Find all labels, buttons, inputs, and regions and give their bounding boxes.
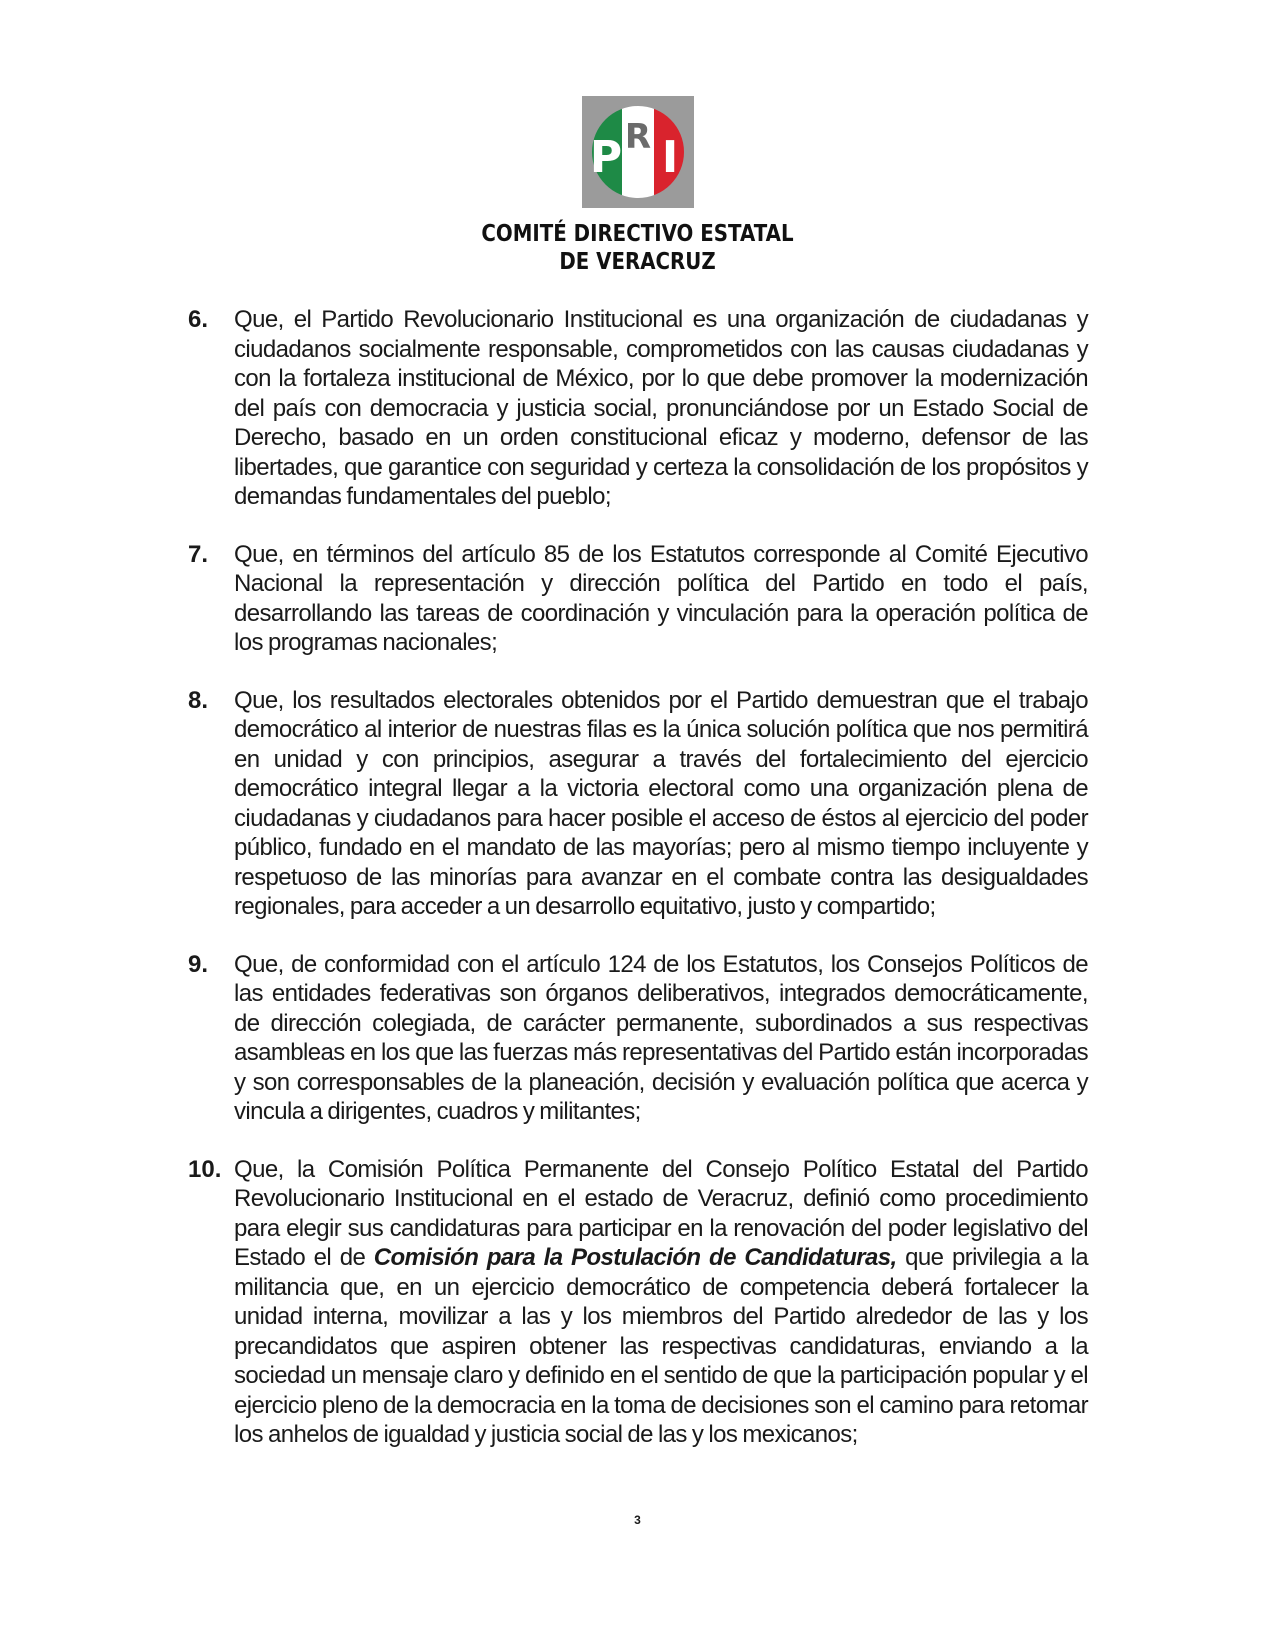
list-item bbox=[188, 1155, 1088, 1450]
item-number: 10. bbox=[188, 1155, 222, 1183]
org-name-line-1: COMITÉ DIRECTIVO ESTATAL bbox=[481, 221, 794, 247]
item-number: 9. bbox=[188, 950, 209, 978]
logo-letter-p: P bbox=[589, 132, 622, 183]
item-number: 6. bbox=[188, 306, 209, 333]
page-number: 3 bbox=[634, 1513, 641, 1527]
organization-name bbox=[89, 220, 1186, 276]
item-text-after: que privilegia a la militancia que, en un ejercicio democrático de competencia deberá fortalecer la unidad interna, movilizar a las y los miembros del Partido alrededor de las y los precandidatos que aspiren obtener las respectivas candidaturas, enviando a la sociedad un mensaje claro y definido en el sentido de que la participación popular y el ejercicio pleno de la democracia en la toma de decisiones son el camino para retomar los anhelos de igualdad y justicia social de las y los mexicanos; bbox=[234, 1244, 1088, 1448]
list-item bbox=[188, 686, 1088, 922]
item-text-before: Que, la Comisión Política Permanente del Consejo Político Estatal del Partido Revolucionario Institucional en el estado de Veracruz, definió como procedimiento para elegir sus candidaturas para participar en la renovación del poder legislativo del Estado el de bbox=[234, 1155, 1088, 1271]
item-text: Que, el Partido Revolucionario Institucional es una organización de ciudadanas y ciudadanos socialmente responsable, comprometidos con las causas ciudadanas y con la fortaleza institucional de México, por lo que debe promover la modernización del país con democracia y justicia social, pronunciándose por un Estado Social de Derecho, basado en un orden constitucional eficaz y moderno, defensor de las libertades, que garantice con seguridad y certeza la consolidación de los propósitos y demandas fundamentales del pueblo; bbox=[234, 306, 1088, 510]
item-number: 7. bbox=[188, 540, 209, 568]
logo-letter-r: R bbox=[624, 117, 651, 157]
document-body bbox=[188, 305, 1088, 1478]
item-number: 8. bbox=[188, 686, 209, 714]
list-item bbox=[188, 540, 1088, 658]
item-text-emphasis: Comisión para la Postulación de Candidaturas, bbox=[373, 1244, 897, 1271]
item-text bbox=[234, 1155, 1088, 1450]
logo-letter-i: I bbox=[661, 132, 678, 183]
org-name-line-2: DE VERACRUZ bbox=[559, 249, 716, 275]
item-text: Que, de conformidad con el artículo 124 de los Estatutos, los Consejos Políticos de las entidades federativas son órganos deliberativos, integrados democráticamente, de dirección colegiada, de carácter permanente, subordinados a sus respectivas asambleas en los que las fuerzas más representativas del Partido están incorporadas y son corresponsables de la planeación, decisión y evaluación política que acerca y vincula a dirigentes, cuadros y militantes; bbox=[234, 950, 1088, 1125]
list-item bbox=[188, 950, 1088, 1127]
pri-logo bbox=[582, 96, 694, 208]
item-text: Que, los resultados electorales obtenidos por el Partido demuestran que el trabajo democrático al interior de nuestras filas es la única solución política que nos permitirá en unidad y con principios, asegurar a través del fortalecimiento del ejercicio democrático integral llegar a la victoria electoral como una organización plena de ciudadanas y ciudadanos para hacer posible el acceso de éstos al ejercicio del poder público, fundado en el mandato de las mayorías; pero al mismo tiempo incluyente y respetuoso de las minorías para avanzar en el combate contra las desigualdades regionales, para acceder a un desarrollo equitativo, justo y compartido; bbox=[234, 686, 1088, 920]
list-item bbox=[188, 305, 1088, 512]
page-header bbox=[0, 96, 1275, 276]
item-text: Que, en términos del artículo 85 de los Estatutos corresponde al Comité Ejecutivo Nacional la representación y dirección política del Partido en todo el país, desarrollando las tareas de coordinación y vinculación para la operación política de los programas nacionales; bbox=[234, 540, 1088, 656]
